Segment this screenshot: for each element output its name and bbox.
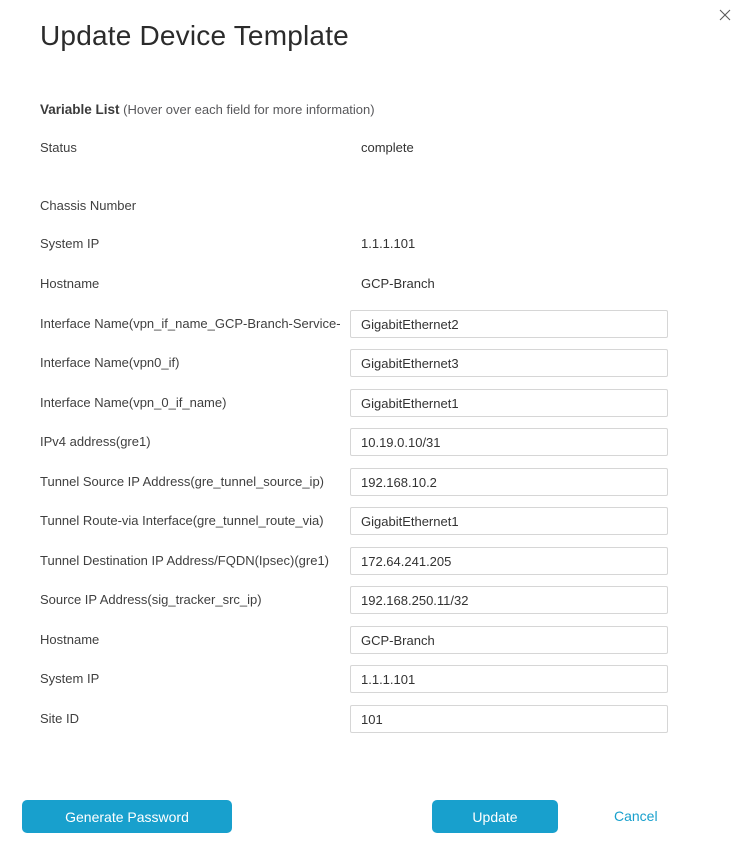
input-row-interface-name-service [0, 310, 752, 338]
field-value: complete [361, 140, 414, 155]
interface-name-service-input[interactable] [350, 310, 668, 338]
field-label: Site ID [40, 711, 80, 726]
input-row-tunnel-route-via [0, 507, 752, 535]
generate-password-button[interactable]: Generate Password [22, 800, 232, 833]
variable-list-header [40, 102, 375, 117]
input-row-site-id [0, 705, 752, 733]
field-label: Interface Name(vpn_if_name_GCP-Branch-Service- [40, 316, 341, 331]
static-row-system-ip [0, 236, 752, 264]
field-label: Hostname [40, 632, 100, 647]
ipv4-address-gre1-input[interactable] [350, 428, 668, 456]
variable-list-hint: (Hover over each field for more information) [119, 102, 375, 117]
field-value: 1.1.1.101 [361, 236, 416, 251]
field-value: GCP-Branch [361, 276, 435, 291]
page-title: Update Device Template [40, 20, 349, 51]
interface-name-vpn0-if-input[interactable] [350, 349, 668, 377]
tunnel-route-via-input[interactable] [350, 507, 668, 535]
input-row-tunnel-destination-ip [0, 547, 752, 575]
field-label: Interface Name(vpn_0_if_name) [40, 395, 227, 410]
input-row-tunnel-source-ip [0, 468, 752, 496]
field-label: Source IP Address(sig_tracker_src_ip) [40, 592, 262, 607]
system-ip-input[interactable] [350, 665, 668, 693]
field-label: Status [40, 140, 77, 155]
field-label: Interface Name(vpn0_if) [40, 355, 180, 370]
tunnel-source-ip-input[interactable] [350, 468, 668, 496]
update-button[interactable]: Update [432, 800, 558, 833]
tunnel-destination-ip-input[interactable] [350, 547, 668, 575]
static-row-status [0, 140, 752, 168]
field-label: Tunnel Destination IP Address/FQDN(Ipsec)(gre1) [40, 553, 330, 568]
interface-name-vpn-0-if-name-input[interactable] [350, 389, 668, 417]
field-label: Tunnel Route-via Interface(gre_tunnel_route_via) [40, 513, 324, 528]
variable-list-heading: Variable List [40, 102, 120, 117]
input-row-interface-name-vpn0-if [0, 349, 752, 377]
static-row-chassis-number [0, 198, 752, 226]
close-icon[interactable] [715, 5, 735, 25]
field-label: Hostname [40, 276, 100, 291]
field-label: System IP [40, 671, 100, 686]
input-row-ipv4-address-gre1 [0, 428, 752, 456]
cancel-button[interactable]: Cancel [614, 808, 658, 824]
hostname-input[interactable] [350, 626, 668, 654]
input-row-interface-name-vpn-0-if-name [0, 389, 752, 417]
field-label: IPv4 address(gre1) [40, 434, 151, 449]
input-row-hostname [0, 626, 752, 654]
static-row-hostname [0, 276, 752, 304]
field-label: System IP [40, 236, 100, 251]
field-label: Tunnel Source IP Address(gre_tunnel_source_ip) [40, 474, 325, 489]
input-row-system-ip [0, 665, 752, 693]
input-row-source-ip-sig-tracker [0, 586, 752, 614]
source-ip-sig-tracker-input[interactable] [350, 586, 668, 614]
field-label: Chassis Number [40, 198, 137, 213]
site-id-input[interactable] [350, 705, 668, 733]
